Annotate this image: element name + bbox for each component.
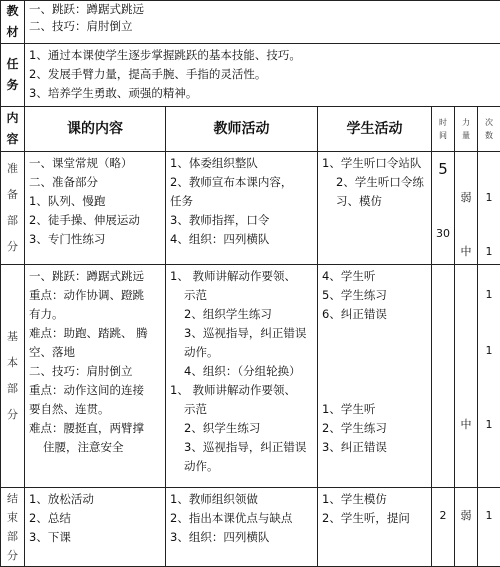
prep-teacher: [166, 152, 318, 265]
main-teacher-line: 2、组织学生练习: [170, 305, 313, 324]
main-content-line: 住腰，注意安全: [29, 438, 161, 457]
time-header: [432, 107, 455, 152]
main-intensity: [455, 265, 478, 488]
student-activity-header: 学生活动: [318, 107, 432, 152]
task-row: [1, 44, 500, 107]
content-label: [1, 107, 25, 152]
main-content-line: 一、跳跃：蹲踞式跳远: [29, 267, 161, 286]
end-teacher-line: 2、指出本课优点与缺点: [170, 509, 313, 528]
end-content-line: 1、放松活动: [29, 490, 161, 509]
prep-teacher-line: 1、体委组织整队: [170, 154, 313, 173]
main-teacher-line: 1、 教师讲解动作要领、: [170, 381, 313, 400]
end-intensity: [455, 488, 478, 567]
time-header-char: 时: [432, 116, 454, 129]
content-label-char: 内: [1, 108, 24, 129]
task-line: 1、通过本课使学生逐步掌握跳跃的基本技能、技巧。: [29, 46, 496, 65]
end-count-value: 1: [478, 506, 500, 525]
prep-teacher-line: 任务: [170, 192, 313, 211]
end-student-line: 1、学生模仿: [322, 490, 427, 509]
intensity-header-char: 力: [455, 116, 477, 129]
end-time: [432, 488, 455, 567]
prep-student-line: 1、学生听口令站队: [322, 154, 427, 173]
content-label-char: 容: [1, 129, 24, 150]
main-teacher-line: 1、 教师讲解动作要领、: [170, 267, 313, 286]
main-teacher-line: 4、组织：（分组轮换）: [170, 362, 313, 381]
prep-section-row: [1, 152, 500, 265]
main-student-line: 6、纠正错误: [322, 305, 427, 324]
main-teacher-line: 2、织学生练习: [170, 419, 313, 438]
prep-time-a: 5: [432, 160, 454, 179]
task-content: [25, 44, 500, 107]
prep-content-line: 一、课堂常规（略）: [29, 154, 161, 173]
prep-teacher-line: 3、教师指挥，口令: [170, 211, 313, 230]
count-header-char: 次: [478, 116, 500, 129]
prep-label-char: 部: [1, 208, 24, 234]
end-content-line: 2、总结: [29, 509, 161, 528]
main-teacher-line: 动作。: [170, 343, 313, 362]
prep-content: [25, 152, 166, 265]
intensity-header: [455, 107, 478, 152]
material-row: [1, 1, 500, 44]
main-intensity-value: 中: [455, 415, 477, 434]
main-student-line: 2、学生练习: [322, 419, 427, 438]
end-teacher-line: 3、组织：四列横队: [170, 528, 313, 547]
material-label-char: 教: [1, 1, 24, 22]
prep-student-line: 2、学生听口令练: [322, 173, 427, 192]
main-teacher: [166, 265, 318, 488]
main-student-line: 3、纠正错误: [322, 438, 427, 457]
prep-count-b: 1: [478, 242, 500, 261]
prep-time: [432, 152, 455, 265]
main-label-char: 本: [1, 350, 24, 376]
material-label-char: 材: [1, 22, 24, 43]
main-content-line: 重点：动作协调、蹬跳: [29, 286, 161, 305]
main-content-line: 难点：腰挺直，两臂撑: [29, 419, 161, 438]
end-content: [25, 488, 166, 567]
material-content: [25, 1, 500, 44]
end-teacher: [166, 488, 318, 567]
prep-content-line: 二、准备部分: [29, 173, 161, 192]
material-line: 二、技巧：肩肘倒立: [29, 18, 496, 35]
main-count-c: 1: [478, 415, 500, 434]
prep-intensity-b: 中: [455, 242, 477, 261]
main-label-char: 部: [1, 376, 24, 402]
main-teacher-line: 示范: [170, 400, 313, 419]
main-student-line: 4、学生听: [322, 267, 427, 286]
material-line: 一、跳跃：蹲踞式跳远: [29, 1, 496, 18]
end-student-line: 2、学生听，提问: [322, 509, 427, 528]
main-count-a: 1: [478, 285, 500, 304]
count-header-char: 数: [478, 129, 500, 142]
main-section-label: [1, 265, 25, 488]
end-label-char: 分: [1, 546, 24, 565]
material-label: [1, 1, 25, 44]
main-content-line: 二、技巧：肩肘倒立: [29, 362, 161, 381]
task-line: 2、发展手臂力量，提高手腕、手指的灵活性。: [29, 65, 496, 84]
prep-student: [318, 152, 432, 265]
prep-count-a: 1: [478, 188, 500, 207]
intensity-header-char: 量: [455, 129, 477, 142]
prep-count: [478, 152, 500, 265]
end-student: [318, 488, 432, 567]
main-section-row: [1, 265, 500, 488]
prep-section-label: [1, 152, 25, 265]
prep-label-char: 分: [1, 234, 24, 260]
prep-label-char: 备: [1, 182, 24, 208]
end-label-char: 束: [1, 508, 24, 527]
end-teacher-line: 1、教师组织领做: [170, 490, 313, 509]
end-content-line: 3、下课: [29, 528, 161, 547]
main-count: [478, 265, 500, 488]
end-intensity-value: 弱: [455, 506, 477, 525]
task-label: [1, 44, 25, 107]
prep-time-b: 30: [432, 224, 454, 243]
end-label-char: 部: [1, 527, 24, 546]
prep-label-char: 准: [1, 156, 24, 182]
prep-teacher-line: 2、教师宣布本课内容，: [170, 173, 313, 192]
main-label-char: 分: [1, 402, 24, 428]
course-content-header: 课的内容: [25, 107, 166, 152]
task-label-char: 任: [1, 54, 24, 75]
main-content-line: 重点：动作这间的连接: [29, 381, 161, 400]
task-label-char: 务: [1, 75, 24, 96]
main-student-line: 5、学生练习: [322, 286, 427, 305]
main-count-b: 1: [478, 341, 500, 360]
main-student: [318, 265, 432, 488]
main-label-char: 基: [1, 324, 24, 350]
main-content-line: 要自然、连贯。: [29, 400, 161, 419]
main-content-line: 难点：助跑、踏跳、 腾: [29, 324, 161, 343]
end-time-value: 2: [432, 506, 454, 525]
column-header-row: [1, 107, 500, 152]
prep-content-line: 1、队列、慢跑: [29, 192, 161, 211]
teacher-activity-header: 教师活动: [166, 107, 318, 152]
prep-student-line: 习、模仿: [322, 192, 427, 211]
main-teacher-line: 示范: [170, 286, 313, 305]
end-count: [478, 488, 500, 567]
prep-intensity: [455, 152, 478, 265]
prep-teacher-line: 4、组织：四列横队: [170, 230, 313, 249]
time-header-char: 间: [432, 129, 454, 142]
main-teacher-line: 3、巡视指导，纠正错误: [170, 324, 313, 343]
task-line: 3、培养学生勇敢、顽强的精神。: [29, 84, 496, 103]
main-content-line: 空、落地: [29, 343, 161, 362]
end-section-label: [1, 488, 25, 567]
count-header: [478, 107, 500, 152]
end-section-row: [1, 488, 500, 567]
prep-intensity-a: 弱: [455, 188, 477, 207]
prep-content-line: 3、专门性练习: [29, 230, 161, 249]
end-label-char: 结: [1, 489, 24, 508]
main-teacher-line: 动作。: [170, 457, 313, 476]
main-time: [432, 265, 455, 488]
spacer: [322, 324, 427, 400]
main-teacher-line: 3、巡视指导，纠正错误: [170, 438, 313, 457]
main-student-line: 1、学生听: [322, 400, 427, 419]
main-content: [25, 265, 166, 488]
main-content-line: 有力。: [29, 305, 161, 324]
prep-content-line: 2、徒手操、伸展运动: [29, 211, 161, 230]
